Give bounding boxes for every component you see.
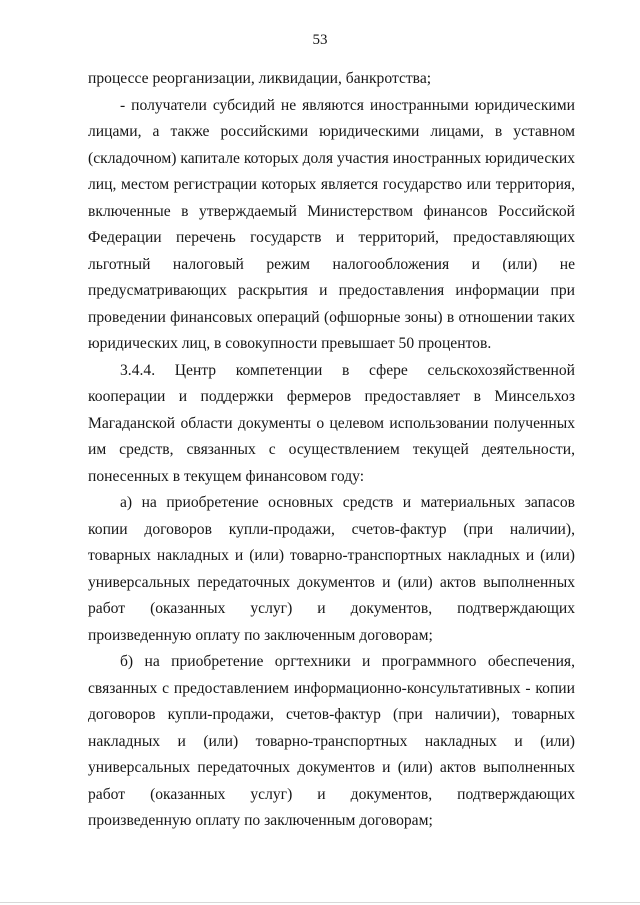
scan-edge-line xyxy=(0,902,640,903)
page-number: 53 xyxy=(312,32,328,48)
paragraph-item-a: а) на приобретение основных средств и материальных запасов копии договоров купли-продажи, счетов-фактур (при наличии), товарных накладных и (или) товарно-транспортных накладных и (или) универсальных передаточных документов и (или) актов выполненных работ (оказанных услуг) и документов, подтверждающих произведенную оплату по заключенным договорам; xyxy=(88,494,575,644)
document-body xyxy=(88,66,575,835)
paragraph-3-4-4: 3.4.4. Центр компетенции в сфере сельскохозяйственной кооперации и поддержки фермеров предоставляет в Минсельхоз Магаданской области документы о целевом использовании полученных им средств, связанных с осуществлением текущей деятельности, понесенных в текущем финансовом году: xyxy=(88,361,575,485)
paragraph-continuation: процессе реорганизации, ликвидации, банкротства; xyxy=(88,70,432,87)
paragraph-foreign-entities: - получатели субсидий не являются иностранными юридическими лицами, а также российскими юридическими лицами, в уставном (складочном) капитале которых доля участия иностранных юридических лиц, местом регистрации которых является государство или территория, включенные в утверждаемый Министерством финансов Российской Федерации перечень государств и территорий, предоставляющих льготный налоговый режим налогообложения и (или) не предусматривающих раскрытия и предоставления информации при проведении финансовых операций (офшорные зоны) в отношении таких юридических лиц, в совокупности превышает 50 процентов. xyxy=(88,96,575,352)
paragraph-item-b: б) на приобретение оргтехники и программного обеспечения, связанных с предоставлением информационно-консультативных - копии договоров купли-продажи, счетов-фактур (при наличии), товарных накладных и (или) товарно-транспортных накладных и (или) универсальных передаточных документов и (или) актов выполненных работ (оказанных услуг) и документов, подтверждающих произведенную оплату по заключенным договорам; xyxy=(88,653,575,829)
